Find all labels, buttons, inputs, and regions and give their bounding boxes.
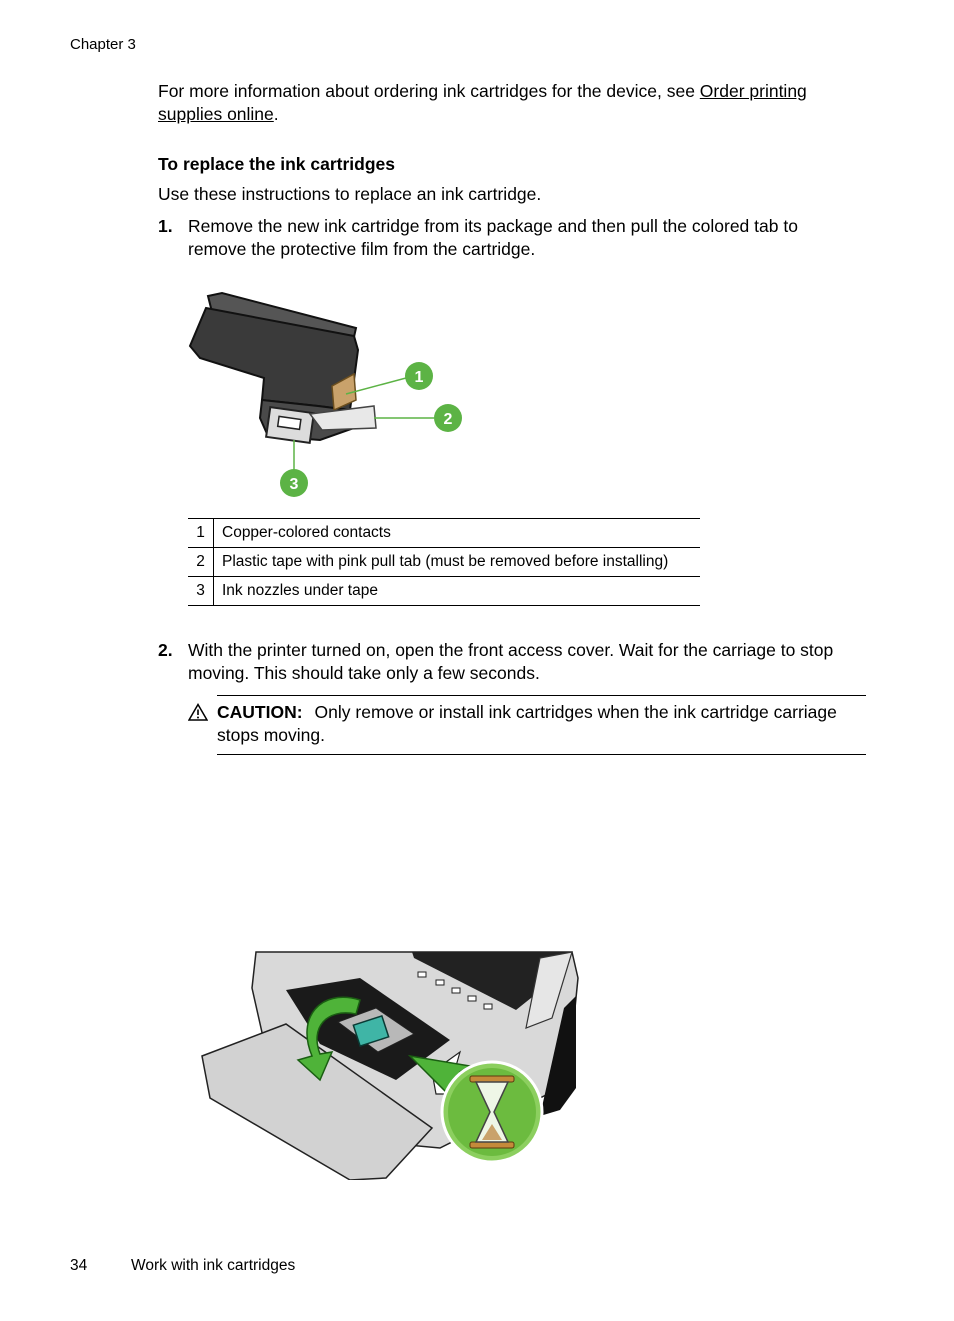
callout-1: [405, 362, 433, 390]
warning-triangle-icon: [188, 703, 208, 721]
legend-num: 3: [188, 577, 214, 606]
caution-content: [217, 701, 866, 747]
table-row: [188, 577, 700, 606]
printer-access-cover-figure: [200, 948, 620, 1180]
callout-2: [434, 404, 462, 432]
legend-desc: Ink nozzles under tape: [214, 577, 701, 606]
callout-1-label: 1: [414, 369, 424, 386]
legend-num: 2: [188, 548, 214, 577]
intro-text: For more information about ordering ink cartridges for the device, see: [158, 81, 700, 101]
caution-text: Only remove or install ink cartridges when the ink cartridge carriage stops moving.: [217, 702, 837, 745]
callout-3-label: 3: [289, 476, 299, 493]
step-1: [158, 215, 848, 260]
chapter-header: Chapter 3: [70, 36, 136, 53]
step-text: Remove the new ink cartridge from its package and then pull the colored tab to remove the protective film from the cartridge.: [188, 216, 798, 259]
callout-3: [280, 469, 308, 497]
ink-cartridge-figure: [186, 288, 476, 500]
intro-paragraph: [158, 80, 858, 126]
table-row: [188, 519, 700, 548]
step-2: [158, 639, 848, 684]
step-number: 1.: [158, 216, 173, 236]
legend-num: 1: [188, 519, 214, 548]
caution-box: [217, 695, 866, 755]
order-supplies-link[interactable]: Order printing supplies online: [158, 81, 807, 124]
intro-period: .: [273, 104, 279, 124]
caution-label: CAUTION:: [217, 702, 303, 722]
legend-desc: Copper-colored contacts: [214, 519, 701, 548]
callout-2-label: 2: [443, 411, 453, 428]
table-row: [188, 548, 700, 577]
hourglass-icon: [442, 1062, 542, 1162]
legend-table: [188, 518, 700, 606]
page-number: 34: [70, 1257, 88, 1274]
cartridge-illustration: [190, 293, 376, 443]
legend-desc: Plastic tape with pink pull tab (must be removed before installing): [214, 548, 701, 577]
step-number: 2.: [158, 640, 173, 660]
section-heading: To replace the ink cartridges: [158, 154, 395, 174]
section-intro: Use these instructions to replace an ink cartridge.: [158, 184, 542, 204]
footer-section-title: Work with ink cartridges: [131, 1257, 296, 1274]
step-text: With the printer turned on, open the front access cover. Wait for the carriage to stop moving. This should take only a few seconds.: [188, 640, 834, 683]
